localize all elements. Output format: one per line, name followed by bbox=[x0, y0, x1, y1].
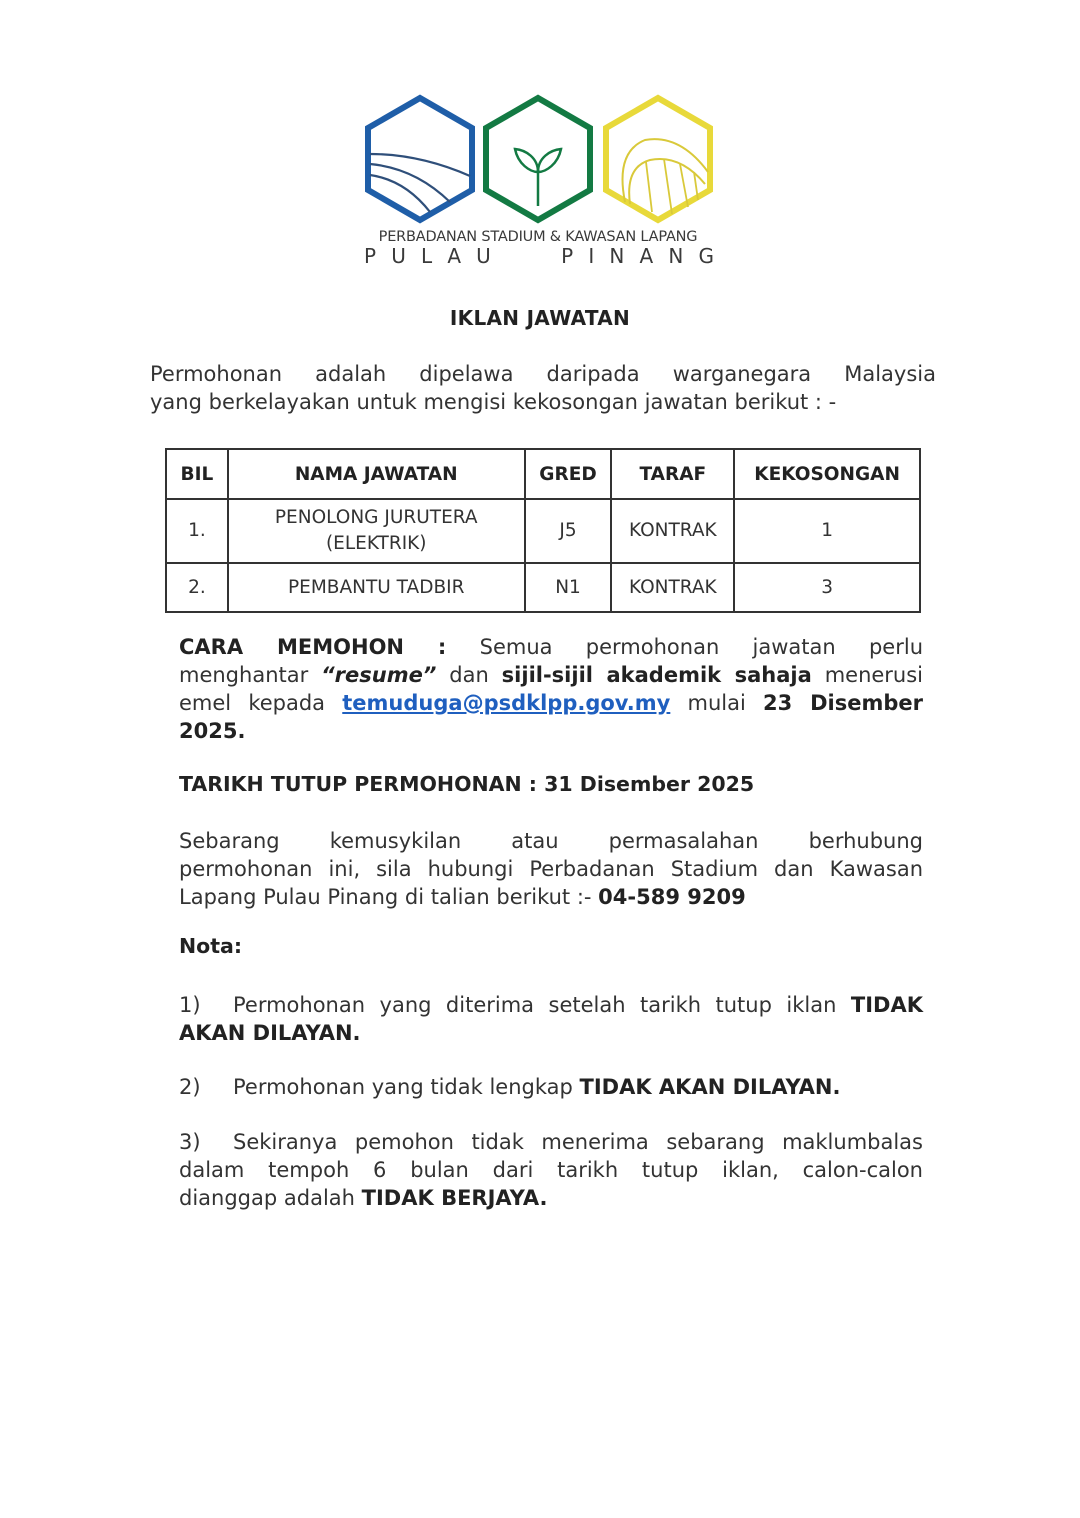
cara-text: dan bbox=[449, 663, 489, 687]
note-text: Permohonan yang tidak lengkap bbox=[233, 1075, 573, 1099]
cell-nama-jawatan bbox=[228, 499, 525, 563]
table-row bbox=[166, 499, 920, 563]
enquiry-text: Lapang Pulau Pinang di talian berikut :- bbox=[179, 885, 592, 909]
logo-organization-name: PERBADANAN STADIUM & KAWASAN LAPANG bbox=[378, 229, 698, 245]
logo-letter: P bbox=[364, 244, 377, 268]
logo-letter: I bbox=[588, 244, 595, 268]
header-taraf: TARAF bbox=[611, 449, 734, 499]
cell-gred: N1 bbox=[525, 563, 612, 612]
intro-line-2: yang berkelayakan untuk mengisi kekosongan jawatan berikut : - bbox=[150, 390, 837, 414]
phone-number: 04-589 9209 bbox=[598, 885, 746, 909]
note-emphasis: AKAN DILAYAN. bbox=[179, 1021, 361, 1045]
logo-letter: U bbox=[391, 244, 406, 268]
nota-heading: Nota: bbox=[179, 934, 243, 958]
cara-text: emel kepada bbox=[179, 691, 326, 715]
note-line bbox=[179, 1128, 923, 1156]
email-link[interactable]: temuduga@psdklpp.gov.my bbox=[342, 691, 671, 715]
vacancy-table bbox=[165, 448, 921, 613]
cara-text: menerusi bbox=[824, 663, 924, 687]
logo-letter: A bbox=[447, 244, 462, 268]
note-number: 3) bbox=[179, 1130, 201, 1154]
intro-line-1: Permohonan adalah dipelawa daripada warganegara Malaysia bbox=[150, 362, 936, 386]
note-text: Permohonan yang diterima setelah tarikh tutup iklan bbox=[233, 993, 837, 1017]
logo-letter: A bbox=[639, 244, 654, 268]
stadium-hexagon-icon bbox=[606, 98, 710, 220]
fields-hexagon-icon bbox=[368, 98, 472, 220]
cara-line-2 bbox=[179, 661, 923, 689]
note-emphasis: TIDAK AKAN DILAYAN. bbox=[579, 1075, 841, 1099]
cell-taraf: KONTRAK bbox=[611, 563, 734, 612]
note-text: dianggap adalah bbox=[179, 1186, 355, 1210]
cell-gred: J5 bbox=[525, 499, 612, 563]
note-number: 1) bbox=[179, 993, 201, 1017]
page-title: IKLAN JAWATAN bbox=[449, 306, 631, 330]
psklpp-logo bbox=[360, 92, 720, 227]
enquiry-line: permohonan ini, sila hubungi Perbadanan Stadium dan Kawasan bbox=[179, 857, 923, 881]
enquiry-paragraph bbox=[179, 827, 923, 911]
cara-text: menghantar bbox=[179, 663, 309, 687]
enquiry-line bbox=[179, 883, 923, 911]
closing-date: TARIKH TUTUP PERMOHONAN : 31 Disember 2025 bbox=[179, 772, 755, 796]
note-line bbox=[179, 991, 923, 1019]
note-item bbox=[179, 1073, 923, 1101]
note-line: dalam tempoh 6 bulan dari tarikh tutup iklan, calon-calon bbox=[179, 1158, 923, 1182]
header-kekosongan: KEKOSONGAN bbox=[734, 449, 920, 499]
cara-text: mulai bbox=[687, 691, 746, 715]
note-emphasis: TIDAK BERJAYA. bbox=[361, 1186, 548, 1210]
cara-line-1 bbox=[179, 633, 923, 661]
note-text: Sekiranya pemohon tidak menerima sebarang maklumbalas bbox=[233, 1130, 923, 1154]
table-header-row bbox=[166, 449, 920, 499]
cell-nama-jawatan: PEMBANTU TADBIR bbox=[228, 563, 525, 612]
sprout-hexagon-icon bbox=[486, 98, 590, 220]
cara-line-3 bbox=[179, 689, 923, 745]
logo-letter: G bbox=[698, 244, 714, 268]
cell-nama-line: PENOLONG JURUTERA bbox=[274, 507, 478, 528]
cara-label: CARA MEMOHON : bbox=[179, 635, 447, 659]
note-emphasis: TIDAK bbox=[850, 993, 923, 1017]
logo-spacer bbox=[506, 244, 546, 268]
logo-letter: N bbox=[668, 244, 684, 268]
application-method bbox=[179, 633, 923, 745]
intro-paragraph bbox=[150, 360, 936, 416]
note-number: 2) bbox=[179, 1075, 201, 1099]
header-nama-jawatan: NAMA JAWATAN bbox=[228, 449, 525, 499]
cara-text: Semua permohonan jawatan perlu bbox=[479, 635, 924, 659]
logo-letter: U bbox=[476, 244, 491, 268]
logo-letter: N bbox=[609, 244, 625, 268]
resume-emphasis: “resume” bbox=[321, 663, 437, 687]
header-gred: GRED bbox=[525, 449, 612, 499]
header-bil: BIL bbox=[166, 449, 228, 499]
note-item bbox=[179, 1128, 923, 1212]
logo-location-name bbox=[364, 244, 714, 268]
cell-bil: 1. bbox=[166, 499, 228, 563]
enquiry-line: Sebarang kemusykilan atau permasalahan berhubung bbox=[179, 829, 923, 853]
cell-kekosongan: 1 bbox=[734, 499, 920, 563]
cell-taraf: KONTRAK bbox=[611, 499, 734, 563]
note-line bbox=[179, 1184, 923, 1212]
cell-bil: 2. bbox=[166, 563, 228, 612]
sijil-emphasis: sijil-sijil akademik sahaja bbox=[501, 663, 812, 687]
table-row bbox=[166, 563, 920, 612]
logo-letter: P bbox=[561, 244, 574, 268]
logo-letter: L bbox=[421, 244, 433, 268]
cell-nama-line: (ELEKTRIK) bbox=[325, 533, 427, 554]
start-date: 23 Disember 2025. bbox=[179, 691, 923, 743]
cell-kekosongan: 3 bbox=[734, 563, 920, 612]
note-item bbox=[179, 991, 923, 1047]
